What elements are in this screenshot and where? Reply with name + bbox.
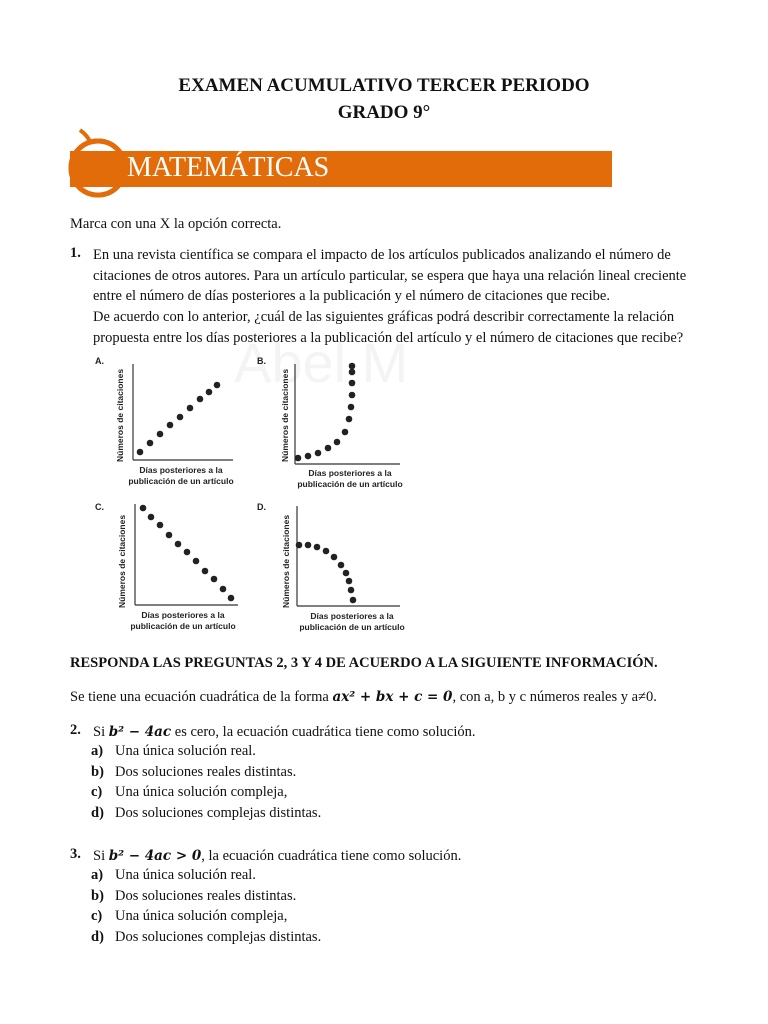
q2-option-a[interactable] [91, 743, 256, 760]
option-text: Una única solución real. [115, 867, 256, 883]
q3-option-a[interactable] [91, 867, 256, 884]
info-after: , con a, b y c números reales y a≠0. [452, 689, 657, 705]
option-text: Una única solución compleja, [115, 908, 288, 924]
q3-option-c[interactable] [91, 908, 287, 925]
graph-label: C. [95, 502, 104, 512]
graph-label: B. [257, 356, 266, 366]
option-text: Dos soluciones reales distintas. [115, 764, 297, 780]
q1-text [93, 245, 703, 349]
graph-x-label: Días posteriores a la [139, 465, 223, 475]
q3-option-d[interactable] [91, 929, 321, 946]
graph-x-label: publicación de un artículo [299, 622, 405, 632]
graph-y-label: Números de citaciones [281, 514, 291, 608]
q1-line: citaciones de otros autores. Para un artículo particular, se espera que haya una relación lineal creciente [93, 267, 687, 284]
option-text: Dos soluciones complejas distintas. [115, 805, 322, 821]
instructions: Marca con una X la opción correcta. [70, 216, 282, 232]
q2-option-b[interactable] [91, 764, 296, 781]
option-letter: a) [91, 743, 104, 759]
graph-y-label: Números de citaciones [280, 368, 290, 462]
graph-x-label: Días posteriores a la [310, 611, 394, 621]
option-letter: b) [91, 764, 104, 780]
q2-pre: Si [93, 724, 109, 740]
option-letter: d) [91, 805, 104, 821]
grade-title: GRADO 9° [337, 102, 431, 123]
q3-formula: b² − 4ac > 0 [108, 848, 202, 864]
q2-option-c[interactable] [91, 784, 287, 801]
option-letter: c) [91, 784, 103, 800]
graph-c [93, 498, 243, 636]
q3-number: 3. [70, 846, 81, 862]
q1-line: entre el número de días posteriores a la publicación y el número de citaciones que recibe. [93, 288, 610, 305]
q2-number: 2. [70, 722, 81, 738]
option-letter: a) [91, 867, 104, 883]
q2-post: es cero, la ecuación cuadrática tiene como solución. [171, 724, 476, 740]
data-points [137, 382, 221, 456]
q1-line: propuesta entre los días posteriores a la publicación del artículo y el número de citaciones que recibe? [93, 329, 684, 346]
data-points [295, 363, 356, 462]
q1-line: En una revista científica se compara el impacto de los artículos publicados analizando el número de [93, 247, 671, 263]
graph-y-label: Números de citaciones [115, 368, 125, 462]
graph-a [93, 352, 243, 492]
q1-number: 1. [70, 245, 81, 261]
q2-formula: b² − 4ac [108, 724, 172, 740]
info-formula: ax² + bx + c = 0 [332, 689, 453, 705]
option-text: Dos soluciones reales distintas. [115, 888, 297, 904]
option-letter: c) [91, 908, 103, 924]
option-text: Una única solución real. [115, 743, 256, 759]
graph-label: D. [257, 502, 266, 512]
circle-ornament-front-icon [68, 128, 128, 203]
info-text [70, 687, 657, 708]
q3-pre: Si [93, 848, 109, 864]
exam-title: EXAMEN ACUMULATIVO TERCER PERIODO [178, 75, 590, 96]
q3-stem [93, 846, 461, 867]
q2-stem [93, 722, 476, 743]
q1-line: De acuerdo con lo anterior, ¿cuál de las siguientes gráficas podrá describir correctamente la relación [93, 309, 675, 326]
graph-b [255, 352, 405, 492]
graph-d [255, 498, 405, 636]
subject-title: MATEMÁTICAS [127, 152, 330, 183]
graph-x-label: publicación de un artículo [297, 479, 403, 489]
graph-y-label: Números de citaciones [117, 514, 127, 608]
graph-x-label: Días posteriores a la [308, 468, 392, 478]
option-letter: d) [91, 929, 104, 945]
option-text: Dos soluciones complejas distintas. [115, 929, 322, 945]
q2-option-d[interactable] [91, 805, 321, 822]
info-before: Se tiene una ecuación cuadrática de la forma [70, 689, 333, 705]
q3-option-b[interactable] [91, 888, 296, 905]
graph-x-label: Días posteriores a la [141, 610, 225, 620]
section-header: RESPONDA LAS PREGUNTAS 2, 3 Y 4 DE ACUERDO A LA SIGUIENTE INFORMACIÓN. [70, 655, 658, 671]
graph-label: A. [95, 356, 104, 366]
option-letter: b) [91, 888, 104, 904]
data-points [140, 505, 235, 602]
q3-post: , la ecuación cuadrática tiene como solución. [201, 848, 462, 864]
data-points [296, 542, 357, 604]
option-text: Una única solución compleja, [115, 784, 288, 800]
graph-x-label: publicación de un artículo [128, 476, 234, 486]
graph-x-label: publicación de un artículo [130, 621, 236, 631]
